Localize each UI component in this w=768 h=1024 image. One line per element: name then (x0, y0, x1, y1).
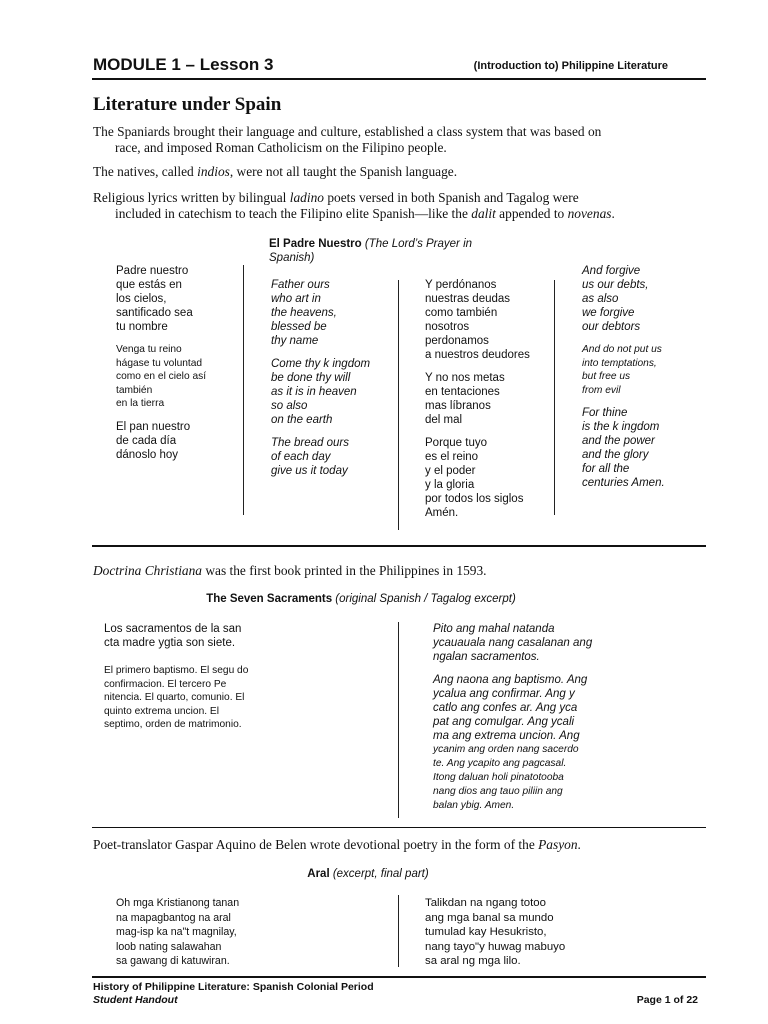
intro-p1-line2: race, and imposed Roman Catholicism on the Filipino people. (115, 140, 447, 155)
verse-line: nosotros (425, 321, 470, 333)
verse-line: for all the (582, 463, 630, 476)
stanza (116, 264, 206, 334)
verse-line: y el poder (425, 465, 476, 477)
verse-line: sa aral ng mga lilo. (425, 955, 521, 968)
intro-p3-l2-post: . (611, 206, 615, 221)
doctrina-paragraph (93, 563, 693, 579)
verse-line: Father ours (271, 279, 330, 291)
verse-line: into temptations, (582, 357, 657, 369)
verse-line: como también (425, 307, 498, 319)
verse-line: on the earth (271, 414, 333, 426)
stanza (116, 343, 206, 411)
intro-p3-l2-pre: included in catechism to teach the Filipino elite Spanish—like the (115, 206, 472, 221)
verse-line: tu nombre (116, 321, 168, 333)
verse-line: Padre nuestro (116, 265, 189, 277)
verse-line: For thine (582, 407, 628, 420)
intro-p3-l2-mid: appended to (495, 206, 568, 221)
verse-line: Itong daluan holi pinatotooba (433, 772, 564, 783)
section-rule (92, 827, 706, 828)
verse-line: centuries Amen. (582, 477, 665, 490)
stanza (425, 278, 530, 362)
verse-line: the heavens, (271, 307, 337, 319)
footer-subtitle: Student Handout (93, 994, 178, 1006)
column-divider (398, 622, 399, 818)
verse-line: Talikdan na ngang totoo (425, 897, 546, 909)
padre-nuestro-caption-italic-2: Spanish) (269, 252, 315, 264)
verse-line: a nuestros deudores (425, 349, 530, 361)
padre-nuestro-caption-italic-1: (The Lord’s Prayer in (361, 238, 473, 250)
verse-line: de cada día (116, 434, 177, 447)
intro-paragraph-1 (93, 124, 693, 156)
verse-line: And forgive (582, 265, 641, 277)
column-divider (554, 280, 555, 515)
verse-line: thy name (271, 335, 319, 347)
sacraments-caption-italic: (original Spanish / Tagalog excerpt) (332, 593, 516, 605)
verse-line: en la tierra (116, 398, 165, 410)
sacraments-caption (0, 592, 768, 606)
stanza (582, 406, 665, 490)
verse-line: y la gloria (425, 479, 475, 491)
verse-line: Y perdónanos (425, 279, 497, 291)
verse-line: ma ang extrema uncion. Ang (433, 730, 580, 742)
sacraments-spanish-column (104, 622, 248, 732)
stanza (425, 896, 565, 969)
intro-paragraph-3 (93, 190, 693, 222)
stanza (582, 343, 665, 397)
verse-line: que estás en (116, 279, 182, 291)
footer-title: History of Philippine Literature: Spanish Colonial Period (93, 981, 374, 993)
verse-line: del mal (425, 414, 463, 426)
doctrina-text: was the first book printed in the Philippines in 1593. (202, 563, 487, 578)
footer-rule (92, 976, 706, 978)
verse-line: ngalan sacramentos. (433, 651, 540, 663)
padre-nuestro-caption (269, 237, 529, 265)
verse-line: te. Ang ycapito ang pagcasal. (433, 758, 567, 769)
verse-line: from evil (582, 384, 621, 396)
verse-line: Porque tuyo (425, 437, 488, 449)
verse-line: give us it today (271, 465, 348, 477)
aral-left-column (116, 896, 239, 969)
intro-p2-pre: The natives, called (93, 164, 198, 179)
doctrina-title: Doctrina Christiana (93, 563, 202, 578)
stanza (433, 622, 592, 664)
aral-caption-bold: Aral (307, 868, 330, 880)
padre-nuestro-spanish-col3 (425, 278, 530, 520)
pasyon-em: Pasyon (538, 837, 578, 852)
verse-line: The bread ours (271, 437, 349, 449)
verse-line: blessed be (271, 321, 327, 333)
verse-line: santificado sea (116, 307, 193, 319)
verse-line: And do not put us (582, 344, 662, 355)
intro-p3-l2-em2: novenas (567, 206, 612, 221)
verse-line: quinto extrema uncion. El (104, 705, 219, 717)
verse-line: our debtors (582, 321, 641, 333)
padre-nuestro-english-col4 (582, 264, 665, 490)
verse-line: Ang naona ang baptismo. Ang (433, 674, 588, 686)
verse-line: los cielos, (116, 293, 167, 305)
intro-p2-em: indios (197, 164, 230, 179)
verse-line: Venga tu reino (116, 344, 182, 355)
verse-line: and the glory (582, 449, 649, 462)
padre-nuestro-spanish-col1 (116, 264, 206, 462)
verse-line: nitencia. El quarto, comunio. El (104, 692, 245, 704)
verse-line: ang mga banal sa mundo (425, 911, 554, 924)
verse-line: perdonamos (425, 335, 489, 347)
verse-line: who art in (271, 293, 321, 305)
stanza (271, 436, 370, 478)
intro-p3-l2-em1: dalit (471, 206, 496, 221)
verse-line: es el reino (425, 451, 479, 463)
intro-paragraph-2 (93, 164, 693, 180)
verse-line: us our debts, (582, 279, 649, 291)
verse-line: nuestras deudas (425, 293, 511, 305)
padre-nuestro-english-col2 (271, 278, 370, 478)
verse-line: mas líbranos (425, 400, 491, 412)
verse-line: nang dios ang tauo piliin ang (433, 786, 563, 797)
pasyon-post: . (577, 837, 581, 852)
verse-line: of each day (271, 451, 331, 463)
verse-line: catlo ang confes ar. Ang yca (433, 702, 578, 714)
stanza (425, 436, 530, 520)
verse-line: Amén. (425, 507, 459, 519)
verse-line: ycauauala nang casalanan ang (433, 637, 593, 649)
column-divider (398, 895, 399, 967)
verse-line: también (116, 384, 153, 396)
verse-line: hágase tu voluntad (116, 357, 203, 369)
verse-line: Y no nos metas (425, 372, 505, 384)
intro-p3-post: poets versed in both Spanish and Tagalog were (323, 190, 579, 205)
intro-p1-line1: The Spaniards brought their language and culture, established a class system that was based on (93, 124, 602, 139)
stanza (433, 673, 592, 743)
verse-line: mag-isp ka na"t magnilay, (116, 926, 237, 939)
verse-line: Pito ang mahal natanda (433, 623, 555, 635)
verse-line: Oh mga Kristianong tanan (116, 897, 240, 909)
sacraments-tagalog-column (433, 622, 592, 813)
verse-line: is the k ingdom (582, 421, 660, 434)
stanza (116, 896, 239, 969)
page-number: Page 1 of 22 (636, 994, 698, 1006)
verse-line: loob nating salawahan (116, 940, 222, 953)
pasyon-text: Poet-translator Gaspar Aquino de Belen wrote devotional poetry in the form of the (93, 837, 539, 852)
stanza (271, 278, 370, 348)
aral-caption-italic: (excerpt, final part) (329, 868, 429, 880)
intro-p3-em: ladino (289, 190, 324, 205)
verse-line: as also (582, 293, 619, 305)
verse-line: and the power (582, 435, 655, 448)
stanza (271, 357, 370, 427)
verse-line: Come thy k ingdom (271, 358, 371, 370)
verse-line: so also (271, 400, 308, 412)
intro-p3-pre: Religious lyrics written by bilingual (93, 190, 290, 205)
column-divider (243, 265, 244, 515)
verse-line: dánoslo hoy (116, 448, 179, 461)
verse-line: be done thy will (271, 372, 351, 384)
verse-line: nang tayo"y huwag mabuyo (425, 940, 566, 953)
course-title: (Introduction to) Philippine Literature (473, 60, 668, 72)
stanza (425, 371, 530, 427)
intro-p2-post: , were not all taught the Spanish language. (229, 164, 458, 179)
verse-line: El pan nuestro (116, 420, 191, 433)
verse-line: tumulad kay Hesukristo, (425, 926, 547, 939)
padre-nuestro-caption-bold: El Padre Nuestro (269, 238, 362, 250)
verse-line: we forgive (582, 307, 635, 319)
verse-line: en tentaciones (425, 386, 500, 398)
verse-line: cta madre ygtia son siete. (104, 637, 236, 649)
verse-line: sa gawang di katuwiran. (116, 955, 230, 968)
stanza (116, 420, 206, 462)
aral-caption (0, 867, 768, 881)
verse-line: balan ybig. Amen. (433, 800, 515, 811)
verse-line: como en el cielo así (116, 371, 207, 383)
stanza (104, 622, 248, 650)
verse-line: septimo, orden de matrimonio. (104, 719, 242, 731)
verse-line: confirmacion. El tercero Pe (104, 678, 227, 690)
verse-line: Los sacramentos de la san (104, 623, 242, 635)
aral-right-column (425, 896, 565, 969)
verse-line: por todos los siglos (425, 493, 524, 505)
pasyon-paragraph (93, 837, 693, 853)
stanza (433, 743, 592, 813)
column-divider (398, 280, 399, 530)
verse-line: El primero baptismo. El segu do (104, 665, 249, 676)
sacraments-caption-bold: The Seven Sacraments (206, 593, 333, 605)
stanza (104, 664, 248, 732)
stanza (582, 264, 665, 334)
verse-line: as it is in heaven (271, 386, 357, 398)
section-rule (92, 545, 706, 547)
verse-line: but free us (582, 371, 631, 383)
verse-line: ycanim ang orden nang sacerdo (433, 744, 579, 755)
module-lesson-heading: MODULE 1 – Lesson 3 (93, 55, 274, 74)
verse-line: pat ang comulgar. Ang ycali (433, 716, 575, 728)
verse-line: na mapagbantog na aral (116, 911, 231, 924)
verse-line: ycalua ang confirmar. Ang y (433, 688, 575, 700)
page-title: Literature under Spain (93, 94, 282, 115)
header-rule (92, 78, 706, 80)
